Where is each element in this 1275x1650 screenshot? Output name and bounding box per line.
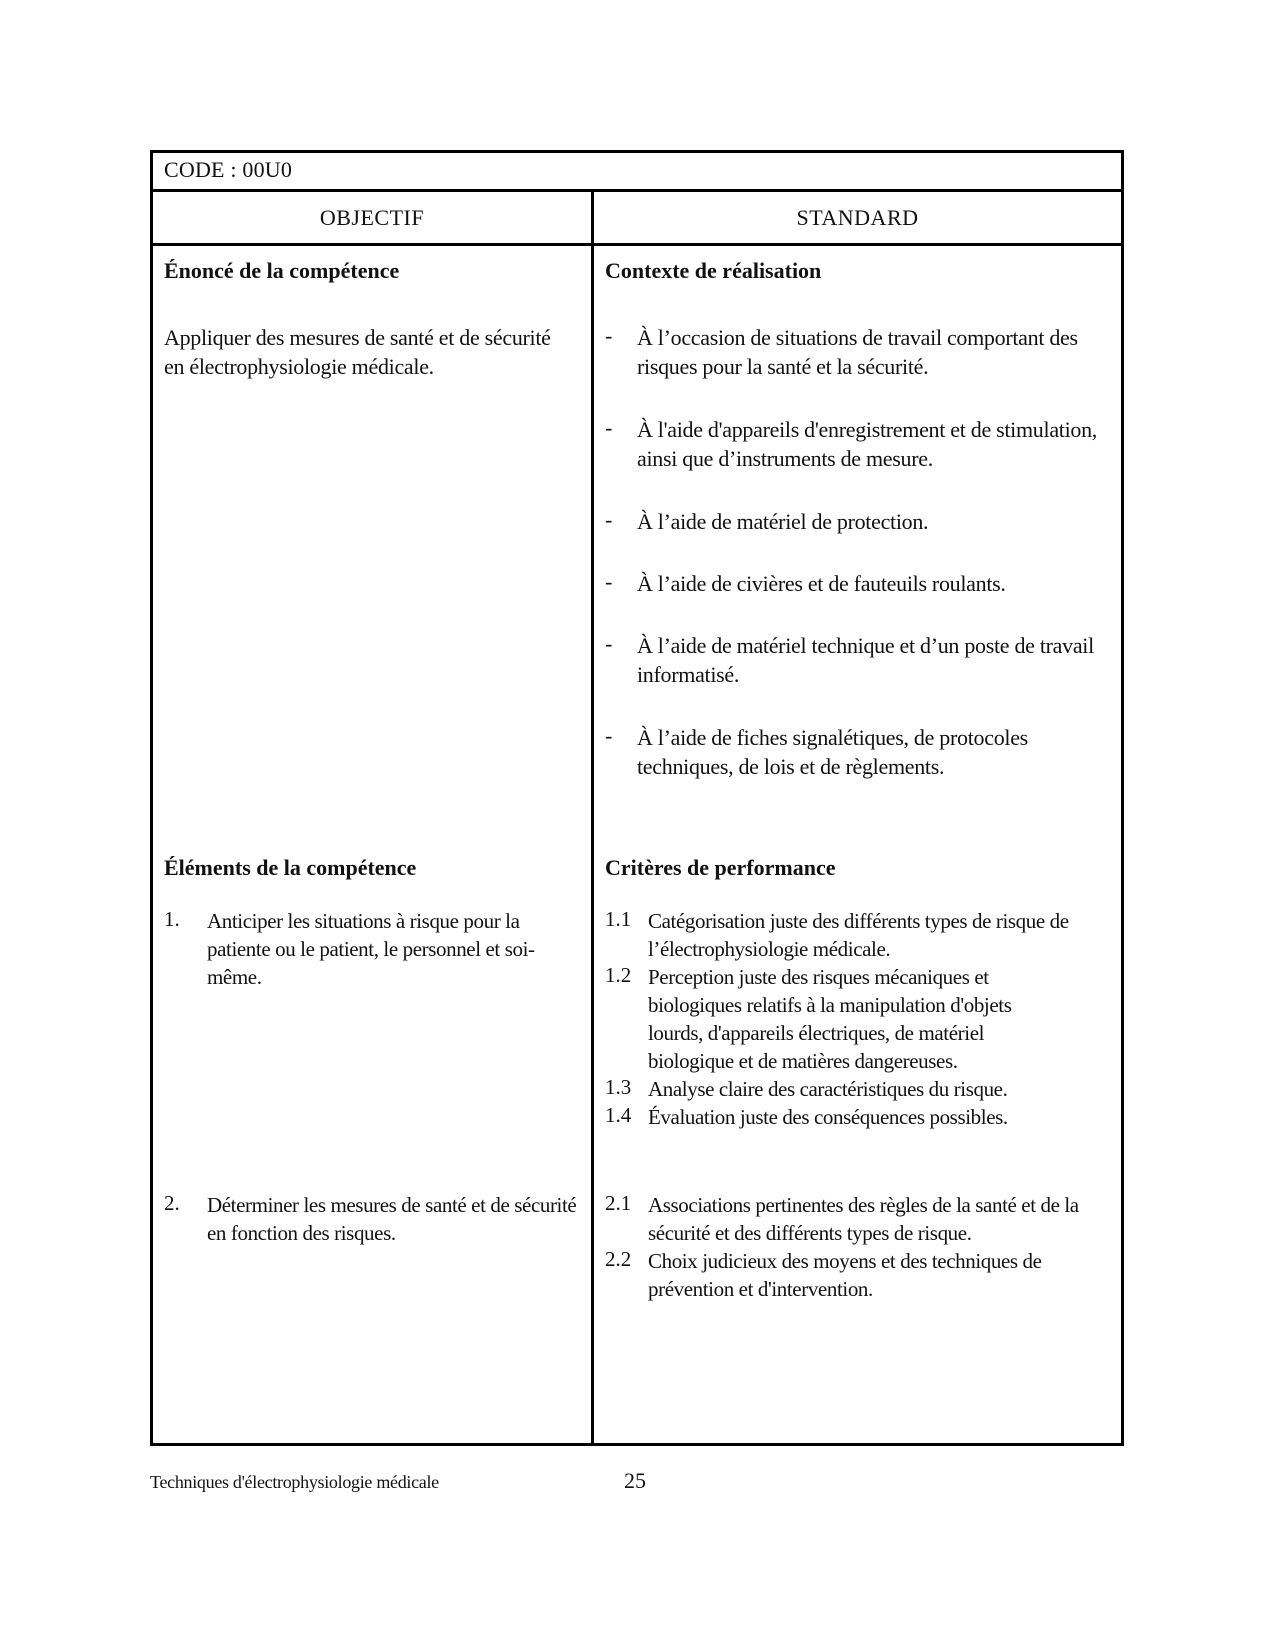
element-text: Anticiper les situations à risque pour la patiente ou le patient, le personnel et soi-même. — [207, 909, 535, 989]
critere-text: Évaluation juste des conséquences possibles. — [648, 1105, 1008, 1129]
critere-text: Choix judicieux des moyens et des techniques de prévention et d'intervention. — [648, 1249, 1042, 1301]
contexte-bullet: - — [605, 569, 613, 594]
contexte-bullet: - — [605, 415, 613, 440]
element-text: Déterminer les mesures de santé et de sécurité en fonction des risques. — [207, 1193, 577, 1245]
critere-number: 1.3 — [605, 1075, 632, 1099]
critere-number: 1.2 — [605, 963, 632, 987]
critere-number: 2.2 — [605, 1247, 632, 1271]
page-number: 25 — [624, 1468, 646, 1493]
code-label: CODE : 00U0 — [164, 157, 293, 182]
critere-text: Catégorisation juste des différents types de risque de l’électrophysiologie médicale. — [648, 909, 1069, 961]
enonce-title: Énoncé de la compétence — [164, 258, 400, 283]
column-divider — [591, 192, 594, 1443]
elements-title: Éléments de la compétence — [164, 855, 417, 880]
standard-header: STANDARD — [796, 205, 919, 230]
critere-number: 2.1 — [605, 1191, 632, 1215]
contexte-bullet: - — [605, 507, 613, 532]
footer-title: Techniques d'électrophysiologie médicale — [150, 1472, 439, 1492]
contexte-bullet: - — [605, 631, 613, 656]
enonce-text: Appliquer des mesures de santé et de sécurité en électrophysiologie médicale. — [164, 325, 551, 379]
critere-number: 1.1 — [605, 907, 632, 931]
contexte-bullet: - — [605, 323, 613, 348]
element-number: 1. — [164, 907, 180, 931]
critere-text: Perception juste des risques mécaniques et biologiques relatifs à la manipulation d'objets lourds, d'appareils électriques, de matériel biologique et de matières dangereuses. — [648, 965, 1012, 1073]
contexte-text: À l’aide de fiches signalétiques, de protocoles techniques, de lois et de règlements. — [637, 725, 1028, 779]
contexte-bullet: - — [605, 723, 613, 748]
contexte-title: Contexte de réalisation — [605, 258, 822, 283]
contexte-text: À l’aide de matériel de protection. — [637, 509, 929, 534]
element-number: 2. — [164, 1191, 180, 1215]
contexte-text: À l’occasion de situations de travail comportant des risques pour la santé et la sécurité. — [637, 325, 1078, 379]
objectif-header: OBJECTIF — [319, 205, 425, 230]
critere-text: Associations pertinentes des règles de la santé et de la sécurité et des différents types de risque. — [648, 1193, 1079, 1245]
contexte-text: À l'aide d'appareils d'enregistrement et de stimulation, ainsi que d’instruments de mesure. — [637, 417, 1098, 471]
criteres-title: Critères de performance — [605, 855, 836, 880]
contexte-text: À l’aide de civières et de fauteuils roulants. — [637, 571, 1006, 596]
code-row — [153, 153, 1121, 192]
contexte-text: À l’aide de matériel technique et d’un poste de travail informatisé. — [637, 633, 1094, 687]
column-header-row — [153, 192, 1121, 246]
critere-text: Analyse claire des caractéristiques du risque. — [648, 1077, 1008, 1101]
competency-table — [150, 150, 1124, 1446]
critere-number: 1.4 — [605, 1103, 632, 1127]
